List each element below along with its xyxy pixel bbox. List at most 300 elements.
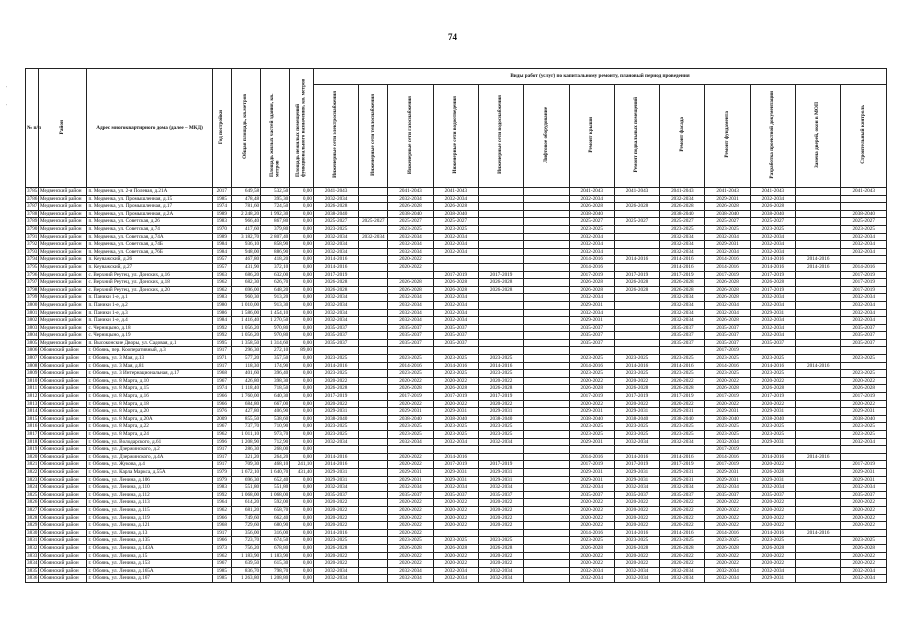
work-period-cell: 2026-2028	[660, 544, 705, 552]
nonres-area-cell: 0,00	[290, 529, 314, 537]
district-cell: Медвенский район	[38, 286, 87, 294]
year-cell: 1962	[212, 506, 231, 514]
work-period-cell: 2032-2034	[433, 309, 478, 317]
work-period-cell: 2026-2028	[433, 286, 478, 294]
work-period-cell: 2017-2019	[433, 393, 478, 401]
address-cell: г. Обоянь, ул. 3 Интернациональная, д.17	[87, 370, 212, 378]
work-period-cell: 2029-2031	[433, 408, 478, 416]
table-row	[26, 567, 887, 575]
work-period-cell: 2032-2034	[614, 484, 659, 492]
work-period-cell: 2026-2028	[660, 385, 705, 393]
address-cell: п. Паники 1-е, д.3	[87, 309, 212, 317]
work-period-cell: 2020-2022	[750, 400, 795, 408]
address-cell: г. Обоянь, пер. Кооперативный, д.3	[87, 347, 212, 355]
work-period-cell: 2038-2040	[750, 415, 795, 423]
address-cell: п. Высоконские Дворы, ул. Садовая, д.1	[87, 339, 212, 347]
work-period-cell: 2023-2025	[433, 225, 478, 233]
work-period-cell	[796, 203, 841, 211]
nonres-area-cell: 0,00	[290, 188, 314, 196]
district-cell: Обоянский район	[38, 567, 87, 575]
total-area-cell: 696,30	[232, 476, 261, 484]
work-period-cell	[524, 575, 569, 583]
work-period-cell	[359, 188, 388, 196]
work-period-cell: 2032-2034	[388, 438, 433, 446]
work-period-cell: 2032-2034	[660, 241, 705, 249]
address-cell: г. Обоянь, ул. Ленина, д.113	[87, 499, 212, 507]
work-period-cell	[796, 461, 841, 469]
work-period-cell	[524, 332, 569, 340]
work-period-cell: 2014-2016	[841, 263, 887, 271]
work-period-cell: 2032-2034	[313, 248, 358, 256]
work-period-cell	[614, 317, 659, 325]
district-cell: Медвенский район	[38, 332, 87, 340]
work-period-cell	[796, 484, 841, 492]
nonres-area-cell: 241,10	[290, 461, 314, 469]
work-period-cell	[524, 294, 569, 302]
row-number: 3816	[27, 423, 38, 430]
nonres-area-cell: 0,00	[290, 446, 314, 454]
work-period-cell: 2014-2016	[433, 362, 478, 370]
total-area-cell: 286,30	[232, 446, 261, 454]
living-area-cell: 1 454,10	[261, 309, 290, 317]
work-period-cell: 2035-2037	[388, 332, 433, 340]
work-period-cell: 2032-2034	[313, 309, 358, 317]
capital-repair-table	[25, 68, 887, 583]
work-period-cell	[359, 499, 388, 507]
work-period-cell: 2023-2025	[388, 225, 433, 233]
living-area-cell: 406,90	[261, 408, 290, 416]
work-period-cell: 2020-2022	[478, 514, 523, 522]
work-period-cell	[796, 438, 841, 446]
col-header-work: Лифтовое оборудование	[524, 85, 569, 188]
work-period-cell: 2020-2022	[313, 560, 358, 568]
work-period-cell	[614, 210, 659, 218]
nonres-area-cell: 0,00	[290, 309, 314, 317]
total-area-cell: 356,00	[232, 529, 261, 537]
district-cell: Обоянский район	[38, 484, 87, 492]
district-cell: Медвенский район	[38, 210, 87, 218]
work-period-cell: 2026-2028	[614, 385, 659, 393]
work-period-cell: 2026-2028	[750, 203, 795, 211]
col-header-works-group: Виды работ (услуг) по капитальному ремонту, плановый период проведения	[313, 69, 886, 85]
work-period-cell	[359, 575, 388, 583]
work-period-cell: 2032-2034	[569, 484, 614, 492]
total-area-cell: 855,50	[232, 415, 261, 423]
nonres-area-cell: 0,00	[290, 544, 314, 552]
work-period-cell	[478, 218, 523, 226]
work-period-cell: 2014-2016	[313, 256, 358, 264]
year-cell: 1985	[212, 195, 231, 203]
work-period-cell: 2023-2025	[705, 537, 750, 545]
work-period-cell: 2014-2016	[660, 529, 705, 537]
work-period-cell: 2038-2040	[705, 210, 750, 218]
living-area-cell: 632,00	[261, 271, 290, 279]
work-period-cell: 2020-2022	[614, 377, 659, 385]
row-number: 3830	[27, 529, 38, 536]
row-number: 3806	[27, 347, 38, 354]
address-cell: г. Обоянь, ул. Ленина, д.106	[87, 476, 212, 484]
row-number: 3789	[27, 218, 38, 225]
district-cell: Обоянский район	[38, 453, 87, 461]
district-cell: Обоянский район	[38, 370, 87, 378]
table-row	[26, 355, 887, 363]
work-period-cell: 2032-2034	[388, 309, 433, 317]
work-period-cell: 2032-2034	[313, 301, 358, 309]
work-period-cell: 2032-2034	[841, 294, 887, 302]
work-period-cell: 2038-2040	[841, 415, 887, 423]
year-cell: 1995	[212, 339, 231, 347]
work-period-cell: 2023-2025	[705, 355, 750, 363]
district-cell: Медвенский район	[38, 188, 87, 196]
work-period-cell: 2023-2025	[313, 423, 358, 431]
work-period-cell: 2029-2031	[841, 468, 887, 476]
district-cell: Обоянский район	[38, 393, 87, 401]
total-area-cell: 3 182,70	[232, 233, 261, 241]
work-period-cell	[359, 446, 388, 454]
work-period-cell: 2020-2022	[614, 506, 659, 514]
work-period-cell: 2014-2016	[796, 453, 841, 461]
work-period-cell	[524, 484, 569, 492]
work-period-cell	[614, 339, 659, 347]
work-period-cell	[841, 446, 887, 454]
table-row	[26, 218, 887, 226]
work-period-cell: 2023-2025	[433, 431, 478, 439]
work-period-cell: 2032-2034	[433, 301, 478, 309]
work-period-cell	[478, 317, 523, 325]
work-period-cell: 2026-2028	[705, 385, 750, 393]
living-area-cell: 418,20	[261, 256, 290, 264]
work-period-cell: 2029-2031	[388, 476, 433, 484]
nonres-area-cell: 0,00	[290, 514, 314, 522]
year-cell: 1984	[212, 317, 231, 325]
work-period-cell: 2014-2016	[705, 256, 750, 264]
work-period-cell	[796, 355, 841, 363]
total-area-cell: 1 416,40	[232, 317, 261, 325]
work-period-cell	[796, 286, 841, 294]
work-period-cell: 2032-2034	[313, 567, 358, 575]
work-period-cell: 2035-2037	[433, 491, 478, 499]
work-period-cell: 2035-2037	[614, 491, 659, 499]
work-period-cell	[478, 248, 523, 256]
work-period-cell: 2035-2037	[569, 332, 614, 340]
work-period-cell: 2029-2031	[841, 476, 887, 484]
work-period-cell	[478, 203, 523, 211]
living-area-cell: 710,90	[261, 423, 290, 431]
nonres-area-cell: 0,00	[290, 225, 314, 233]
col-header-work: Инженерные сети электроснабжения	[313, 85, 358, 188]
table-row	[26, 514, 887, 522]
address-cell: п. Медвенка, ул. Советская, д.76Б	[87, 248, 212, 256]
work-period-cell: 2025-2027	[841, 218, 887, 226]
work-period-cell: 2032-2034	[660, 248, 705, 256]
row-number: 3813	[27, 400, 38, 407]
total-area-cell: 836,70	[232, 567, 261, 575]
work-period-cell	[614, 446, 659, 454]
year-cell: 1996	[212, 438, 231, 446]
work-period-cell	[359, 332, 388, 340]
work-period-cell: 2032-2034	[705, 484, 750, 492]
work-period-cell: 2023-2025	[313, 370, 358, 378]
district-cell: Медвенский район	[38, 339, 87, 347]
total-area-cell: 551,80	[232, 484, 261, 492]
district-cell: Медвенский район	[38, 203, 87, 211]
work-period-cell	[478, 309, 523, 317]
work-period-cell	[359, 484, 388, 492]
work-period-cell	[359, 241, 388, 249]
work-period-cell: 2029-2031	[660, 476, 705, 484]
work-period-cell: 2029-2031	[660, 468, 705, 476]
year-cell: 1957	[212, 256, 231, 264]
work-period-cell: 2020-2022	[388, 522, 433, 530]
work-period-cell: 2023-2025	[660, 431, 705, 439]
work-period-cell: 2014-2016	[569, 453, 614, 461]
address-cell: г. Обоянь, ул. 3 Мая, д.13	[87, 355, 212, 363]
work-period-cell: 2026-2028	[660, 203, 705, 211]
work-period-cell: 2029-2031	[569, 468, 614, 476]
work-period-cell: 2032-2034	[388, 248, 433, 256]
table-row	[26, 241, 887, 249]
address-cell: п. Медвенка, ул. Промышленная, д.17	[87, 203, 212, 211]
row-number: 3801	[27, 309, 38, 316]
work-period-cell: 2023-2025	[614, 537, 659, 545]
table-row	[26, 453, 887, 461]
work-period-cell: 2020-2022	[705, 560, 750, 568]
work-period-cell: 2020-2022	[569, 400, 614, 408]
total-area-cell: 1 056,20	[232, 332, 261, 340]
row-number: 3836	[27, 575, 38, 582]
work-period-cell: 2032-2034	[660, 309, 705, 317]
work-period-cell: 2020-2022	[569, 522, 614, 530]
col-header-work: Инженерные сети водоснабжения	[478, 85, 523, 188]
living-area-cell: 970,80	[261, 324, 290, 332]
row-number: 3803	[27, 324, 38, 331]
work-period-cell	[478, 324, 523, 332]
work-period-cell: 2032-2034	[750, 301, 795, 309]
work-period-cell: 2014-2016	[750, 263, 795, 271]
nonres-area-cell: 0,00	[290, 241, 314, 249]
work-period-cell: 2023-2025	[750, 355, 795, 363]
work-period-cell: 2035-2037	[478, 491, 523, 499]
year-cell: 1962	[212, 431, 231, 439]
work-period-cell: 2025-2027	[705, 218, 750, 226]
work-period-cell: 2017-2019	[614, 271, 659, 279]
work-period-cell	[359, 309, 388, 317]
total-area-cell: 709,30	[232, 461, 261, 469]
work-period-cell: 2026-2028	[433, 279, 478, 287]
nonres-area-cell: 0,00	[290, 370, 314, 378]
work-period-cell	[569, 347, 614, 355]
work-period-cell	[359, 408, 388, 416]
work-period-cell: 2029-2031	[841, 408, 887, 416]
row-number: 3805	[27, 339, 38, 346]
year-cell: 1964	[212, 499, 231, 507]
work-period-cell: 2020-2022	[478, 499, 523, 507]
row-number: 3788	[27, 210, 38, 217]
district-cell: Обоянский район	[38, 476, 87, 484]
year-cell: 1962	[212, 286, 231, 294]
work-period-cell: 2020-2022	[841, 560, 887, 568]
table-row	[26, 529, 887, 537]
work-period-cell: 2020-2022	[841, 400, 887, 408]
work-period-cell: 2032-2034	[388, 233, 433, 241]
table-row	[26, 279, 887, 287]
work-period-cell: 2026-2028	[614, 203, 659, 211]
work-period-cell: 2020-2022	[313, 506, 358, 514]
work-period-cell	[796, 279, 841, 287]
address-cell: п. Медвенка, ул. Советская, д.74Б	[87, 241, 212, 249]
address-cell: п. Медвенка, ул. Советская, д.74	[87, 225, 212, 233]
address-cell: г. Обоянь, ул. 8 Марта, д.16	[87, 393, 212, 401]
work-period-cell	[478, 347, 523, 355]
row-number: 3821	[27, 461, 38, 468]
col-header-work: Инженерные сети водоотведения	[433, 85, 478, 188]
work-period-cell	[796, 468, 841, 476]
row-number: 3797	[27, 279, 38, 286]
work-period-cell: 2017-2019	[478, 271, 523, 279]
nonres-area-cell: 0,00	[290, 575, 314, 583]
work-period-cell	[841, 256, 887, 264]
living-area-cell: 667,00	[261, 400, 290, 408]
work-period-cell: 2035-2037	[841, 491, 887, 499]
work-period-cell	[796, 385, 841, 393]
work-period-cell	[359, 210, 388, 218]
work-period-cell: 2032-2034	[750, 233, 795, 241]
total-area-cell: 696,00	[232, 286, 261, 294]
work-period-cell	[359, 522, 388, 530]
nonres-area-cell: 0,00	[290, 560, 314, 568]
work-period-cell: 2038-2040	[660, 210, 705, 218]
row-number: 3826	[27, 499, 38, 506]
work-period-cell: 2026-2028	[705, 544, 750, 552]
work-period-cell: 2032-2034	[750, 294, 795, 302]
work-period-cell: 2035-2037	[750, 339, 795, 347]
table-row	[26, 370, 887, 378]
district-cell: Обоянский район	[38, 355, 87, 363]
work-period-cell: 2029-2031	[478, 408, 523, 416]
living-area-cell: 1 640,70	[261, 468, 290, 476]
total-area-cell: 1 010,00	[232, 301, 261, 309]
work-period-cell: 2020-2022	[750, 377, 795, 385]
work-period-cell	[796, 309, 841, 317]
work-period-cell: 2023-2025	[660, 225, 705, 233]
district-cell: Обоянский район	[38, 560, 87, 568]
district-cell: Медвенский район	[38, 317, 87, 325]
work-period-cell: 2032-2034	[478, 438, 523, 446]
work-period-cell: 2035-2037	[433, 324, 478, 332]
table-row	[26, 271, 887, 279]
work-period-cell	[796, 514, 841, 522]
work-period-cell	[478, 210, 523, 218]
year-cell: 1976	[212, 408, 231, 416]
work-period-cell	[796, 377, 841, 385]
address-cell: г. Обоянь, ул. Ленина, д.110	[87, 484, 212, 492]
work-period-cell: 2029-2031	[750, 575, 795, 583]
work-period-cell	[524, 301, 569, 309]
work-period-cell: 2035-2037	[841, 339, 887, 347]
work-period-cell: 2020-2022	[313, 514, 358, 522]
table-row	[26, 491, 887, 499]
table-row	[26, 309, 887, 317]
work-period-cell: 2020-2022	[388, 461, 433, 469]
work-period-cell: 2029-2031	[569, 438, 614, 446]
work-period-cell	[359, 393, 388, 401]
district-cell: Обоянский район	[38, 514, 87, 522]
table-row	[26, 400, 887, 408]
living-area-cell: 1 183,90	[261, 552, 290, 560]
work-period-cell	[524, 438, 569, 446]
col-header-total-area: Общая площадь, кв.метров	[232, 69, 261, 188]
work-period-cell	[524, 560, 569, 568]
work-period-cell: 2035-2037	[705, 324, 750, 332]
work-period-cell	[524, 461, 569, 469]
work-period-cell: 2023-2025	[313, 355, 358, 363]
work-period-cell	[614, 301, 659, 309]
row-number: 3828	[27, 514, 38, 521]
work-period-cell: 2023-2025	[569, 225, 614, 233]
work-period-cell	[524, 506, 569, 514]
work-period-cell	[478, 332, 523, 340]
nonres-area-cell: 0,00	[290, 476, 314, 484]
work-period-cell: 2017-2019	[660, 461, 705, 469]
work-period-cell: 2026-2028	[614, 286, 659, 294]
work-period-cell: 2025-2027	[614, 218, 659, 226]
table-row	[26, 385, 887, 393]
living-area-cell: 680,90	[261, 522, 290, 530]
living-area-cell: 379,80	[261, 225, 290, 233]
work-period-cell	[478, 188, 523, 196]
row-number: 3798	[27, 286, 38, 293]
col-header-work: Ремонт фундамента	[705, 85, 750, 188]
table-row	[26, 339, 887, 347]
work-period-cell	[524, 537, 569, 545]
nonres-area-cell: 0,00	[290, 339, 314, 347]
work-period-cell	[614, 324, 659, 332]
district-cell: Медвенский район	[38, 241, 87, 249]
row-number: 3785	[27, 188, 38, 194]
work-period-cell: 2032-2034	[841, 317, 887, 325]
work-period-cell: 2026-2028	[750, 385, 795, 393]
work-period-cell	[359, 271, 388, 279]
total-area-cell: 737,70	[232, 423, 261, 431]
work-period-cell: 2038-2040	[569, 210, 614, 218]
row-number: 3818	[27, 438, 38, 445]
nonres-area-cell: 0,00	[290, 195, 314, 203]
work-period-cell: 2020-2022	[388, 263, 433, 271]
total-area-cell: 684,80	[232, 400, 261, 408]
work-period-cell: 2032-2034	[478, 484, 523, 492]
district-cell: Обоянский район	[38, 461, 87, 469]
work-period-cell: 2029-2031	[569, 476, 614, 484]
col-header-work: Инженерные сети газоснабжения	[388, 85, 433, 188]
living-area-cell: 658,70	[261, 506, 290, 514]
work-period-cell	[524, 385, 569, 393]
total-area-cell: 966,40	[232, 218, 261, 226]
row-number: 3790	[27, 225, 38, 232]
work-period-cell: 2014-2016	[614, 453, 659, 461]
work-period-cell	[796, 506, 841, 514]
district-cell: Обоянский район	[38, 377, 87, 385]
table-row	[26, 461, 887, 469]
table-row	[26, 195, 887, 203]
work-period-cell: 2038-2040	[569, 415, 614, 423]
row-number: 3824	[27, 484, 38, 491]
work-period-cell: 2017-2019	[705, 393, 750, 401]
work-period-cell: 2032-2034	[841, 567, 887, 575]
row-number: 3815	[27, 415, 38, 422]
work-period-cell: 2035-2037	[313, 491, 358, 499]
work-period-cell: 2029-2031	[313, 468, 358, 476]
work-period-cell: 2023-2025	[569, 370, 614, 378]
